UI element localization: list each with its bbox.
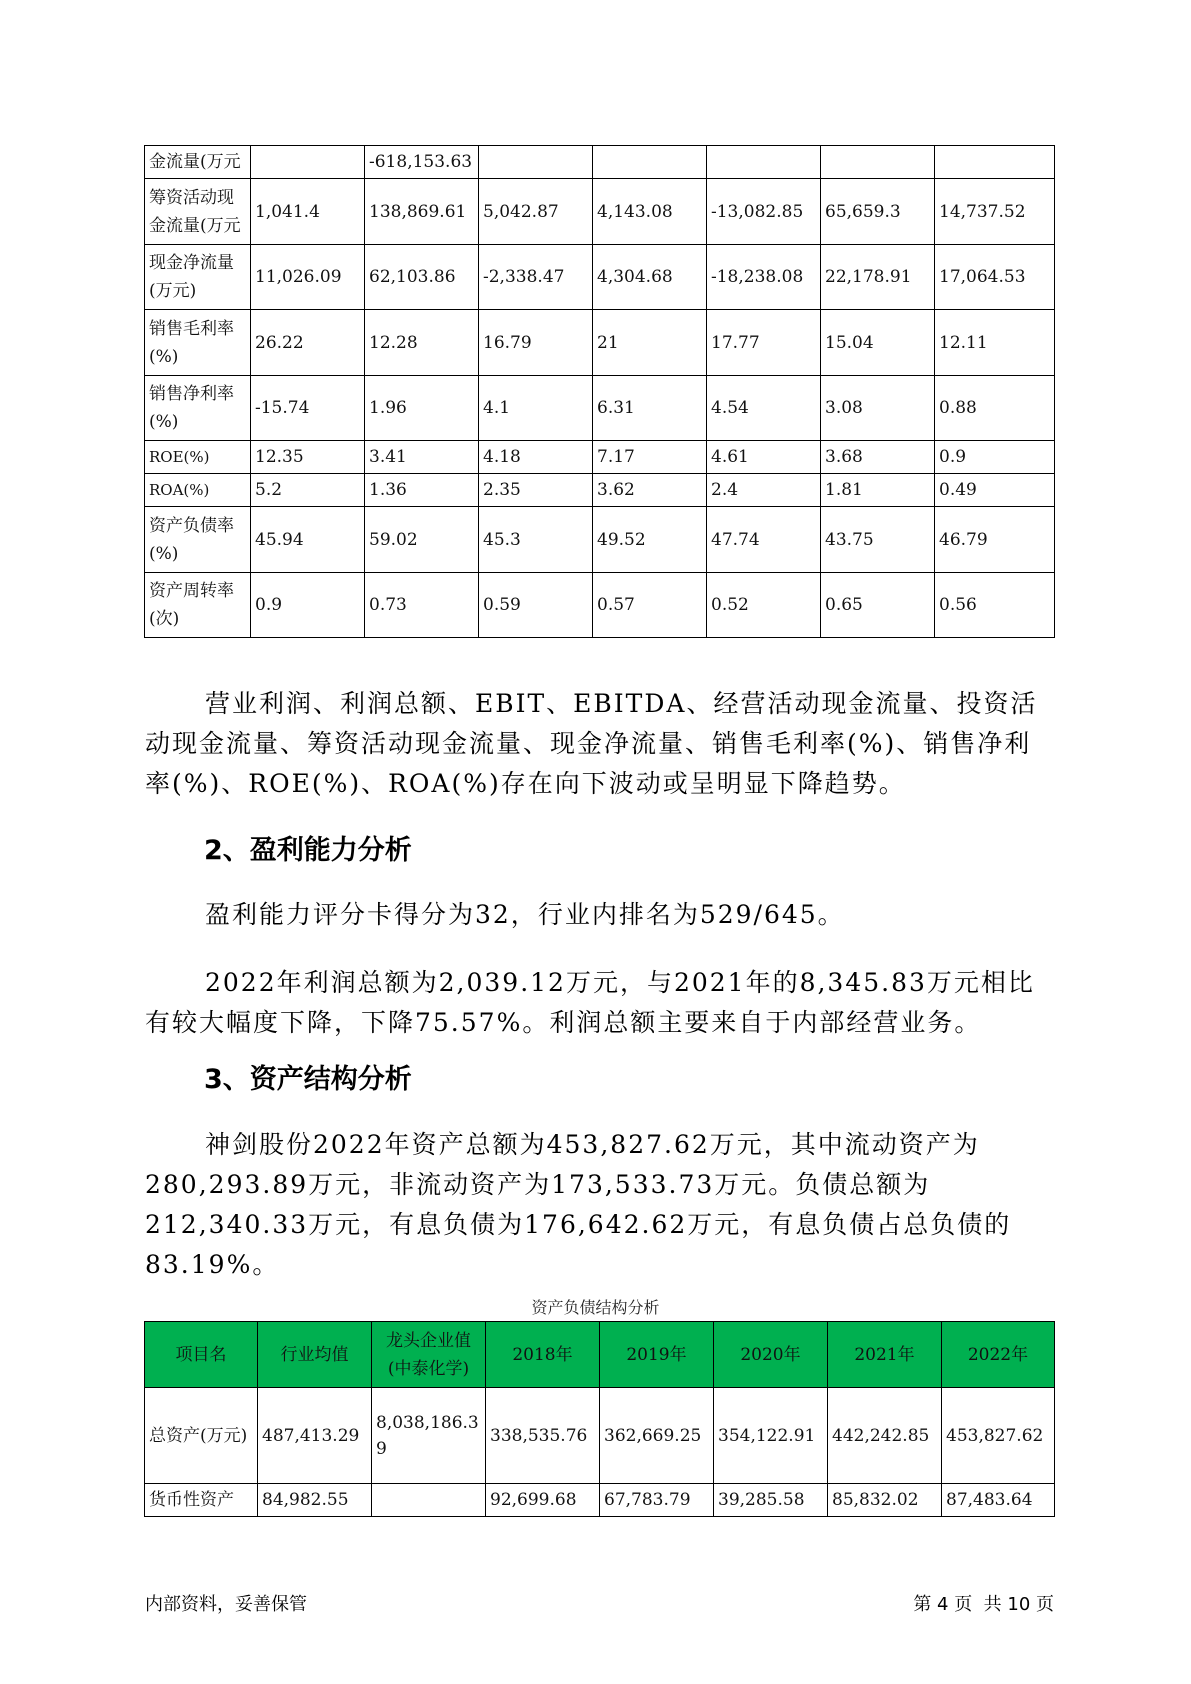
table-cell: 4,304.68 <box>593 245 707 310</box>
table-cell: 0.52 <box>707 573 821 638</box>
table-cell: 12.11 <box>935 310 1055 376</box>
table-cell: 0.73 <box>365 573 479 638</box>
column-header: 2022年 <box>942 1322 1055 1388</box>
column-header: 2018年 <box>486 1322 600 1388</box>
table-cell: 4.61 <box>707 441 821 474</box>
table-cell: 21 <box>593 310 707 376</box>
table-cell: 15.04 <box>821 310 935 376</box>
table-caption: 资产负债结构分析 <box>531 1298 660 1317</box>
table-row <box>145 179 1055 245</box>
table-cell: 6.31 <box>593 376 707 441</box>
row-label: 金流量(万元 <box>145 146 251 179</box>
table-cell <box>372 1484 486 1517</box>
table-cell: 0.88 <box>935 376 1055 441</box>
table-cell: 4.1 <box>479 376 593 441</box>
table-row <box>145 146 1055 179</box>
table-cell: 0.56 <box>935 573 1055 638</box>
table-cell: 2.4 <box>707 474 821 507</box>
table-cell: 12.35 <box>251 441 365 474</box>
asset-structure-paragraph: 神剑股份2022年资产总额为453,827.62万元，其中流动资产为280,293.89万元，非流动资产为173,533.73万元。负债总额为212,340.33万元，有息负债为176,642.62万元，有息负债占总负债的83.19%。 <box>145 1130 1012 1279</box>
table-cell: 11,026.09 <box>251 245 365 310</box>
table-cell: 87,483.64 <box>942 1484 1055 1517</box>
column-header: 2019年 <box>600 1322 714 1388</box>
table-cell <box>821 146 935 179</box>
table-cell: 453,827.62 <box>942 1388 1055 1484</box>
column-header: 龙头企业值(中泰化学) <box>372 1322 486 1388</box>
table-cell: 92,699.68 <box>486 1484 600 1517</box>
table-cell: -618,153.63 <box>365 146 479 179</box>
table-cell: 442,242.85 <box>828 1388 942 1484</box>
table-cell: 1.96 <box>365 376 479 441</box>
row-label: 现金净流量(万元) <box>145 245 251 310</box>
table-cell: 16.79 <box>479 310 593 376</box>
table-cell: 5,042.87 <box>479 179 593 245</box>
table-cell: 3.41 <box>365 441 479 474</box>
table-cell: 138,869.61 <box>365 179 479 245</box>
row-label: 销售净利率(%) <box>145 376 251 441</box>
table-cell: 85,832.02 <box>828 1484 942 1517</box>
table-cell: 3.08 <box>821 376 935 441</box>
table-cell: 45.3 <box>479 507 593 573</box>
row-label: ROE(%) <box>145 441 251 474</box>
table-cell: 5.2 <box>251 474 365 507</box>
row-label: 筹资活动现金流量(万元 <box>145 179 251 245</box>
table-cell: 1.81 <box>821 474 935 507</box>
table-cell: 0.57 <box>593 573 707 638</box>
section-heading-asset-structure: 3、资产结构分析 <box>204 1064 412 1095</box>
table-row <box>145 310 1055 376</box>
table-cell: 8,038,186.39 <box>372 1388 486 1484</box>
balance-structure-table <box>144 1321 1055 1517</box>
row-label: 总资产(万元) <box>145 1388 258 1484</box>
table-cell: 338,535.76 <box>486 1388 600 1484</box>
row-label: 资产周转率(次) <box>145 573 251 638</box>
table-row <box>145 474 1055 507</box>
table-cell: -13,082.85 <box>707 179 821 245</box>
table-cell: 0.9 <box>251 573 365 638</box>
column-header: 项目名 <box>145 1322 258 1388</box>
table-cell: 49.52 <box>593 507 707 573</box>
table-cell: 4,143.08 <box>593 179 707 245</box>
table-cell: 62,103.86 <box>365 245 479 310</box>
table-cell: 45.94 <box>251 507 365 573</box>
row-label: 销售毛利率(%) <box>145 310 251 376</box>
column-header: 行业均值 <box>258 1322 372 1388</box>
table-cell: 2.35 <box>479 474 593 507</box>
page-number: 第 4 页 共 10 页 <box>913 1594 1054 1615</box>
table-row <box>145 245 1055 310</box>
table-cell: 0.65 <box>821 573 935 638</box>
table-row <box>145 507 1055 573</box>
table-cell: 22,178.91 <box>821 245 935 310</box>
table-header-row <box>145 1322 1055 1388</box>
table-cell: 3.68 <box>821 441 935 474</box>
row-label: 资产负债率(%) <box>145 507 251 573</box>
row-label: ROA(%) <box>145 474 251 507</box>
table-cell: 46.79 <box>935 507 1055 573</box>
table-cell: 65,659.3 <box>821 179 935 245</box>
table-row <box>145 441 1055 474</box>
table-row <box>145 1484 1055 1517</box>
table-cell: 17,064.53 <box>935 245 1055 310</box>
table-cell: -18,238.08 <box>707 245 821 310</box>
table-cell <box>251 146 365 179</box>
table-cell: 354,122.91 <box>714 1388 828 1484</box>
table-row <box>145 1388 1055 1484</box>
table-cell <box>707 146 821 179</box>
table-cell: 43.75 <box>821 507 935 573</box>
table-cell: 7.17 <box>593 441 707 474</box>
table-cell: -2,338.47 <box>479 245 593 310</box>
table-cell: 4.18 <box>479 441 593 474</box>
table-cell: 84,982.55 <box>258 1484 372 1517</box>
table-cell: 67,783.79 <box>600 1484 714 1517</box>
table-cell: 59.02 <box>365 507 479 573</box>
table-cell: 26.22 <box>251 310 365 376</box>
table-cell: 0.59 <box>479 573 593 638</box>
table-cell: 47.74 <box>707 507 821 573</box>
table-cell: 3.62 <box>593 474 707 507</box>
profit-total-paragraph: 2022年利润总额为2,039.12万元，与2021年的8,345.83万元相比有较大幅度下降，下降75.57%。利润总额主要来自于内部经营业务。 <box>145 968 1035 1037</box>
table-cell <box>479 146 593 179</box>
table-row <box>145 573 1055 638</box>
profitability-score-paragraph: 盈利能力评分卡得分为32，行业内排名为529/645。 <box>205 900 845 929</box>
table-cell: 1,041.4 <box>251 179 365 245</box>
section-heading-profitability: 2、盈利能力分析 <box>204 835 412 866</box>
confidential-footer: 内部资料，妥善保管 <box>145 1594 307 1615</box>
table-cell: 487,413.29 <box>258 1388 372 1484</box>
column-header: 2021年 <box>828 1322 942 1388</box>
table-cell <box>935 146 1055 179</box>
table-cell: 14,737.52 <box>935 179 1055 245</box>
table-cell: 0.49 <box>935 474 1055 507</box>
table-cell <box>593 146 707 179</box>
table-cell: 12.28 <box>365 310 479 376</box>
trend-paragraph: 营业利润、利润总额、EBIT、EBITDA、经营活动现金流量、投资活动现金流量、筹资活动现金流量、现金净流量、销售毛利率(%)、销售净利率(%)、ROE(%)、ROA(%)存在向下波动或呈明显下降趋势。 <box>145 689 1038 798</box>
row-label: 货币性资产 <box>145 1484 258 1517</box>
table-cell: 362,669.25 <box>600 1388 714 1484</box>
table-cell: 17.77 <box>707 310 821 376</box>
table-cell: -15.74 <box>251 376 365 441</box>
table-cell: 4.54 <box>707 376 821 441</box>
table-cell: 0.9 <box>935 441 1055 474</box>
financial-indicators-table <box>144 145 1055 638</box>
table-row <box>145 376 1055 441</box>
column-header: 2020年 <box>714 1322 828 1388</box>
table-cell: 1.36 <box>365 474 479 507</box>
table-cell: 39,285.58 <box>714 1484 828 1517</box>
